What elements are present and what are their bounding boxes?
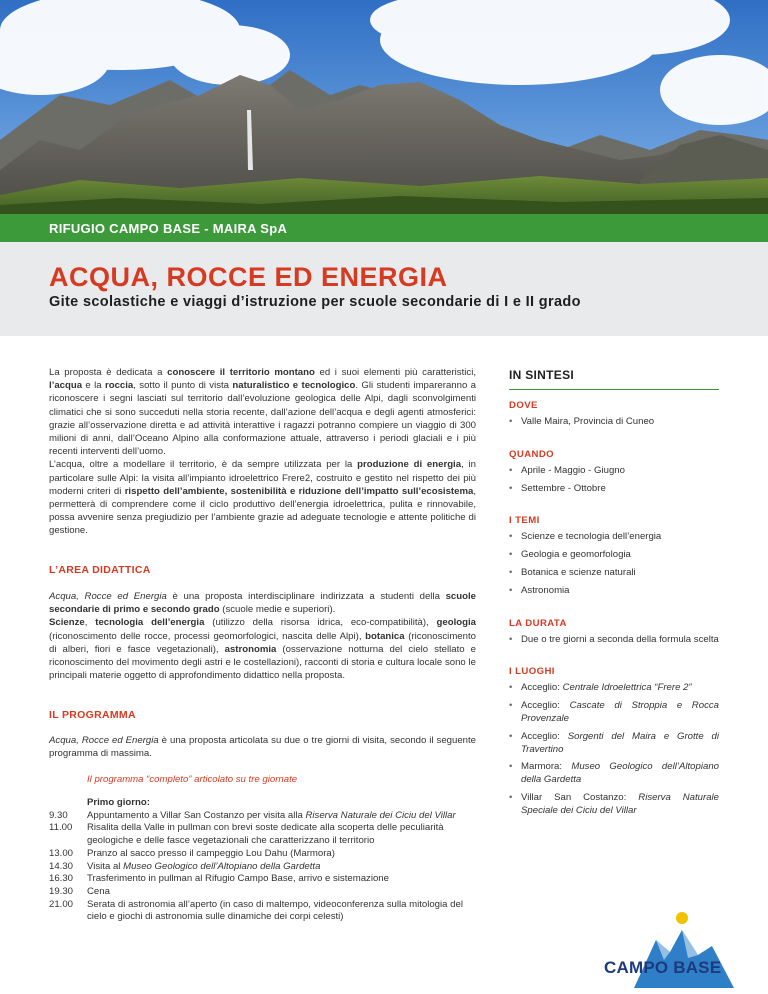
text-run: Scienze e tecnologia dell’energia xyxy=(521,531,662,543)
text-run: (riconoscimento di alberi, fiori e fasce vegetazionali), xyxy=(49,630,476,655)
schedule-row xyxy=(49,848,476,861)
text-run: conoscere il territorio montano xyxy=(167,367,315,378)
text-run: è una proposta interdisciplinare indirizzata a studenti della xyxy=(166,591,446,602)
text-run: Marmora: xyxy=(521,761,572,773)
summary-list-item xyxy=(509,634,719,647)
schedule-time: 9.30 xyxy=(49,809,68,821)
text-run: Acceglio: xyxy=(521,682,563,694)
programma-text xyxy=(49,734,476,760)
text-run: Aprile - Maggio - Giugno xyxy=(521,464,625,476)
text-run: Trasferimento in pullman al Rifugio Campo Base, arrivo e sistemazione xyxy=(87,873,389,885)
text-run: Scienze xyxy=(49,617,85,629)
schedule-description xyxy=(87,822,476,847)
schedule-description xyxy=(87,873,476,886)
schedule-description xyxy=(87,810,476,823)
schedule-description xyxy=(87,861,476,874)
text-run: è una proposta articolata su due o tre giorni di visita, secondo il seguente programma di massima. xyxy=(49,735,477,760)
day-label-row xyxy=(49,797,476,810)
text-run: e la xyxy=(82,380,105,392)
summary-panel xyxy=(509,368,719,823)
schedule-row xyxy=(49,886,476,899)
summary-list-item xyxy=(509,549,719,562)
area-heading: L’AREA DIDATTICA xyxy=(49,564,151,576)
text-run: Cena xyxy=(87,885,110,897)
text-run: , permetterà di comprendere come il ciclo produttivo dell’energia idroelettrica, pulita e rinnovabile, possa avvenire senza pregiudizio per l’ambiente grazie ad adeguate tecnologie e attente politiche di gestione. xyxy=(49,485,477,537)
schedule-description xyxy=(87,848,476,861)
day-label: Primo giorno: xyxy=(87,797,150,808)
text-run: Museo Geologico dell’Altopiano della Gardetta xyxy=(123,860,321,872)
text-run: produzione di energia xyxy=(357,459,462,471)
schedule-row xyxy=(49,810,476,823)
logo-text xyxy=(604,958,721,978)
programma-subtitle: Il programma “completo” articolato su tre giornate xyxy=(87,774,298,785)
text-run: Valle Maira, Provincia di Cuneo xyxy=(521,416,655,427)
text-run: Visita al xyxy=(87,860,124,872)
schedule-time: 19.30 xyxy=(49,885,74,897)
area-paragraph-1 xyxy=(49,590,476,616)
text-run: , xyxy=(84,617,96,629)
summary-section-heading: I TEMI xyxy=(509,515,540,527)
summary-list-item xyxy=(509,682,719,695)
schedule-description xyxy=(87,886,476,899)
text-run: Settembre - Ottobre xyxy=(521,482,606,494)
text-run: Centrale Idroelettrica “Frere 2” xyxy=(562,682,692,694)
text-run: , sotto il punto di vista xyxy=(133,380,233,392)
summary-section-heading: I LUOGHI xyxy=(509,666,555,678)
text-run: Museo Geologico dell’Altopiano della Gardetta xyxy=(521,761,719,786)
summary-list xyxy=(509,465,719,496)
text-run: Appuntamento a Villar San Costanzo per visita alla xyxy=(87,809,306,821)
text-run: Astronomia xyxy=(521,584,570,596)
text-run: (utilizzo della risorsa idrica, eco-compatibilità), xyxy=(204,617,437,629)
schedule-time: 14.30 xyxy=(49,860,74,872)
schedule-row xyxy=(49,861,476,874)
summary-section-heading: LA DURATA xyxy=(509,617,567,629)
logo-word-2: BASE xyxy=(673,958,722,977)
text-run: Riserva Naturale dei Ciciu del Villar xyxy=(305,809,456,821)
page-title: ACQUA, ROCCE ED ENERGIA xyxy=(49,262,448,292)
organization-bar xyxy=(0,214,768,242)
schedule-time: 13.00 xyxy=(49,847,74,859)
summary-list-item xyxy=(509,761,719,787)
campo-base-logo xyxy=(594,910,754,990)
summary-list-item xyxy=(509,465,719,478)
text-run: roccia xyxy=(104,380,134,392)
text-run: geologia xyxy=(436,617,476,629)
organization-name: RIFUGIO CAMPO BASE - MAIRA SpA xyxy=(49,221,288,236)
logo-word-1: CAMPO xyxy=(604,958,669,977)
summary-list-item xyxy=(509,792,719,818)
summary-section-heading: DOVE xyxy=(509,400,538,411)
summary-list-item xyxy=(509,700,719,726)
area-text xyxy=(49,590,476,682)
schedule-time: 16.30 xyxy=(49,873,74,885)
mountain-landscape-image xyxy=(0,0,768,214)
area-paragraph-2 xyxy=(49,616,476,682)
text-run: Riserva Naturale Speciale dei Ciciu del Villar xyxy=(521,791,719,816)
text-run: L’acqua, oltre a modellare il territorio, è da sempre utilizzata per la xyxy=(49,459,358,471)
schedule-time: 11.00 xyxy=(49,822,73,834)
summary-title: IN SINTESI xyxy=(509,368,719,390)
summary-section-heading: QUANDO xyxy=(509,448,555,460)
text-run: Risalita della Valle in pullman con brevi soste dedicate alla scoperta delle peculiarità geologiche e delle fasce vegetazionali che caratterizzano il territorio xyxy=(87,822,444,847)
text-run: Acceglio: xyxy=(521,730,568,742)
text-run: , in particolare sulle Alpi: la visita all’impianto idroelettrico Frere2, costruito e gestito nel rispetto dei più moderni criteri di xyxy=(49,459,476,497)
summary-list xyxy=(509,634,719,647)
text-run: Pranzo al sacco presso il campeggio Lou Dahu (Marmora) xyxy=(87,847,335,859)
programma-heading: IL PROGRAMMA xyxy=(49,709,136,721)
text-run: astronomia xyxy=(224,643,277,655)
text-run: Acceglio: xyxy=(521,700,570,712)
intro-text xyxy=(49,366,476,538)
text-run: (riconoscimento delle rocce, processi geomorfologici, nascita delle Alpi), xyxy=(49,630,366,642)
text-run: scuole secondarie di primo e secondo grado xyxy=(49,591,476,616)
summary-list-item xyxy=(509,483,719,496)
text-run: rispetto dell’ambiente, sostenibilità e riduzione dell’impatto sull’ecosistema xyxy=(124,485,474,497)
text-run: naturalistico e tecnologico xyxy=(232,380,356,392)
text-run: (osservazione notturna del cielo stellato e riconoscimento del movimento degli astri e le costellazioni), racconti di storia e cultura locale sono le principali materie oggetto di approfondimento didattico nella proposta. xyxy=(49,643,476,682)
summary-list-item xyxy=(509,531,719,544)
summary-list xyxy=(509,531,719,597)
text-run: . Gli studenti impareranno a riconoscere i segni lasciati sul territorio dall’evoluzione geologica delle Alpi, dagli sconvolgimenti climatici che si sono succeduti nella storia recente, dall’azione dell’acqua e degli agenti atmosferici: grazie all’osservazione diretta e ad attività interattive i ragazzi potranno compiere un viaggio di 300 milioni di anni, dall’Oceano Alpino alla conformazione attuale, attraverso i periodi glaciali e i più recenti interventi dell’uomo. xyxy=(49,380,476,458)
intro-paragraph-1 xyxy=(49,366,476,458)
text-run: ed i suoi elementi più caratteristici, xyxy=(314,367,476,378)
text-run: Due o tre giorni a seconda della formula scelta xyxy=(521,633,719,645)
schedule-row xyxy=(49,873,476,886)
schedule-description xyxy=(87,899,476,924)
text-run: Acqua, Rocce ed Energia xyxy=(49,591,167,602)
schedule xyxy=(49,797,476,924)
text-run: botanica xyxy=(365,630,405,642)
summary-list-item xyxy=(509,585,719,598)
text-run: l’acqua xyxy=(49,380,83,392)
programma-paragraph xyxy=(49,734,476,760)
summary-list xyxy=(509,416,719,429)
summary-list-item xyxy=(509,567,719,580)
header-photo xyxy=(0,0,768,214)
text-run: (scuole medie e superiori). xyxy=(219,604,336,616)
summary-list-item xyxy=(509,416,719,429)
text-run: tecnologia dell’energia xyxy=(95,617,205,629)
summary-list xyxy=(509,682,719,817)
text-run: Villar San Costanzo: xyxy=(521,791,639,803)
text-run: Cascate di Stroppia e Rocca Provenzale xyxy=(521,700,719,724)
intro-paragraph-2 xyxy=(49,458,476,537)
page-subtitle: Gite scolastiche e viaggi d’istruzione per scuole secondarie di I e II grado xyxy=(49,294,581,310)
schedule-time: 21.00 xyxy=(49,898,74,910)
text-run: Serata di astronomia all’aperto (in caso di maltempo, videoconferenza sulla mitologia del cielo e giochi di astronomia sulle dinamiche dei corpi celesti) xyxy=(87,898,463,923)
schedule-row xyxy=(49,822,476,847)
text-run: Botanica e scienze naturali xyxy=(521,566,636,578)
summary-list-item xyxy=(509,731,719,757)
text-run: Geologia e geomorfologia xyxy=(521,549,631,561)
text-run: Acqua, Rocce ed Energia xyxy=(49,735,159,746)
text-run: Sorgenti del Maira e Grotte di Travertino xyxy=(521,730,719,755)
text-run: La proposta è dedicata a xyxy=(49,367,168,378)
schedule-row xyxy=(49,899,476,924)
